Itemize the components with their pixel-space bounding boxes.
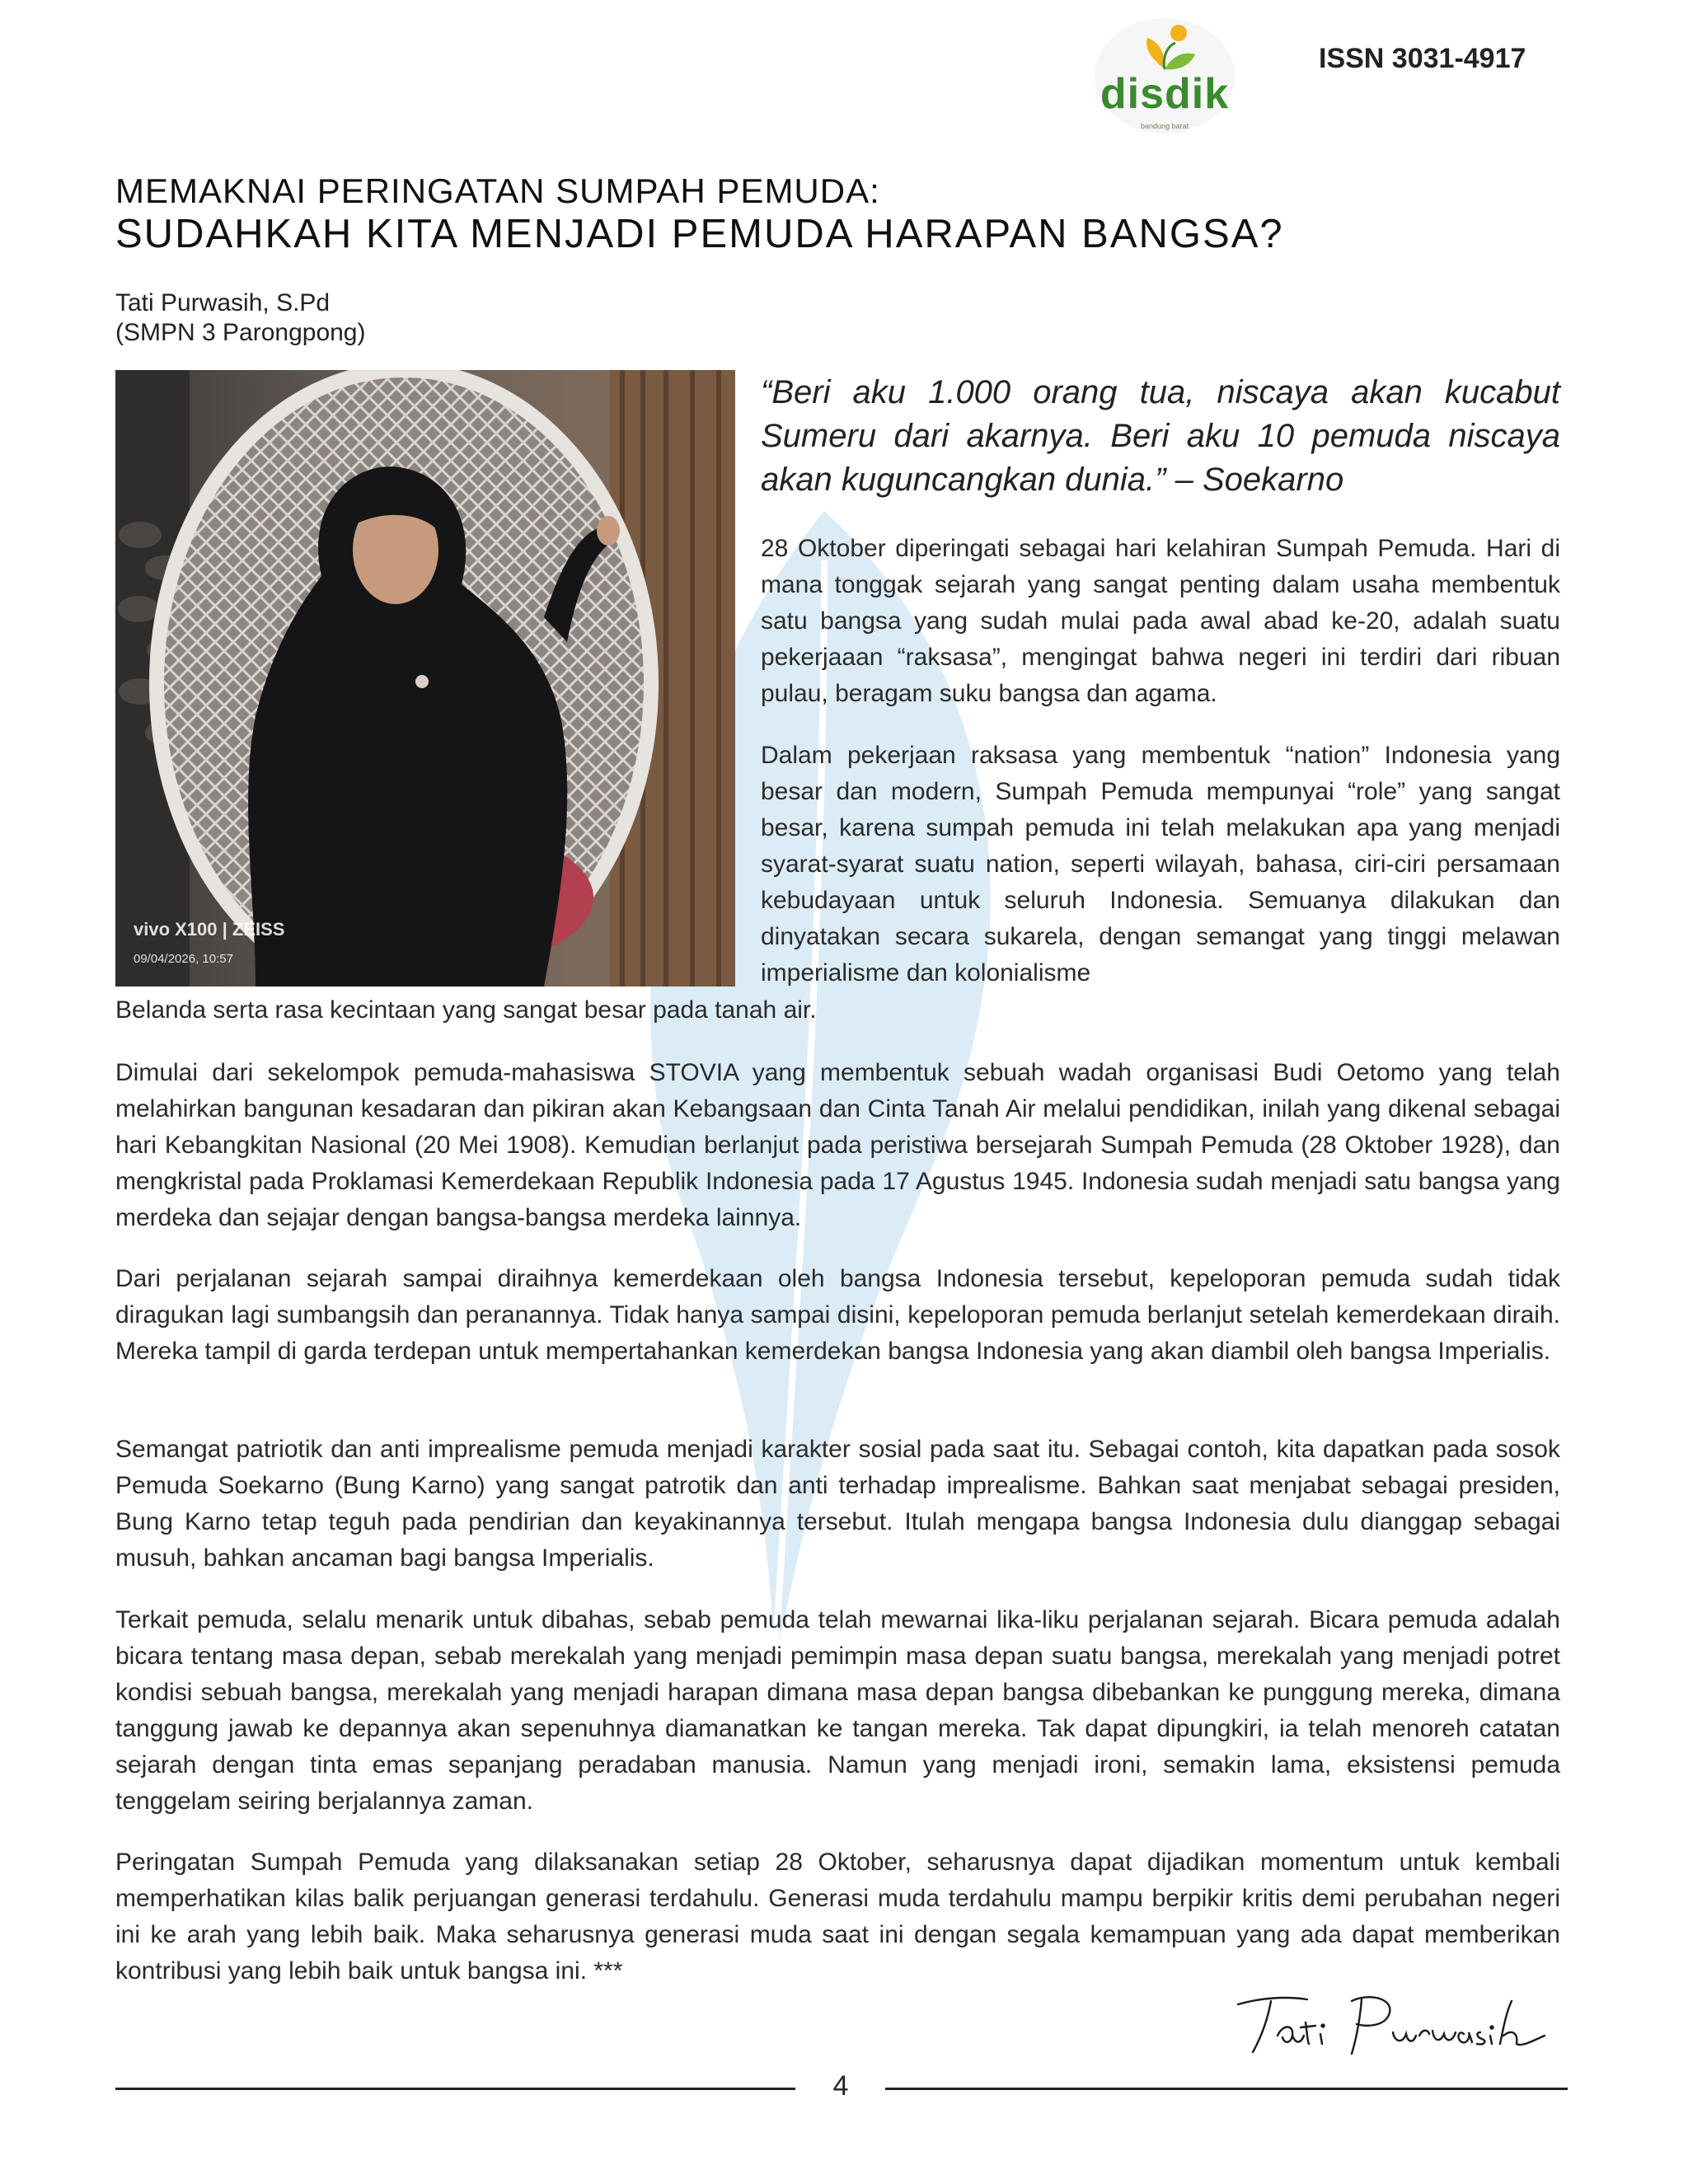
author-photo: [115, 370, 735, 987]
author-photo-image: [115, 370, 735, 987]
photo-watermark-date: 09/04/2026, 10:57: [134, 952, 233, 966]
page-number: 4: [832, 2070, 849, 2102]
paragraph-4: Dari perjalanan sejarah sampai diraihnya kemerdekaan oleh bangsa Indonesia tersebut, kepeloporan pemuda sudah tidak diragukan lagi sumbangsih dan peranannya. Tidak hanya sampai disini, kepeloporan pemuda berlanjut setelah kemerdekaan diraih. Mereka tampil di garda terdepan untuk mempertahankan kemerdekan bangsa Indonesia yang akan diambil oleh bangsa Imperialis.: [115, 1265, 1560, 1365]
author-name: Tati Purwasih, S.Pd: [115, 289, 331, 316]
opening-quote: “Beri aku 1.000 orang tua, niscaya akan kucabut Sumeru dari akarnya. Beri aku 10 pemuda niscaya akan kuguncangkan dunia.” – Soekarno: [761, 374, 1560, 498]
logo-text: disdik: [1100, 70, 1230, 118]
author-school: (SMPN 3 Parongpong): [115, 319, 366, 346]
issn-label: ISSN 3031-4917: [1319, 43, 1526, 74]
author-block: [115, 288, 366, 348]
paragraph-2-side: Dalam pekerjaan raksasa yang membentuk “nation” Indonesia yang besar dan modern, Sumpah Pemuda mempunyai “role” yang sangat besar, karena sumpah pemuda ini telah melakukan apa yang menjadi syarat-syarat suatu nation, seperti wilayah, bahasa, ciri-ciri persamaan kebudayaan untuk seluruh Indonesia. Semuanya dilakukan dan dinyatakan secara sukarela, dengan semangat yang tinggi melawan imperialisme dan kolonialisme: [761, 742, 1560, 987]
paragraph-7: Peringatan Sumpah Pemuda yang dilaksanakan setiap 28 Oktober, seharusnya dapat dijadikan momentum untuk kembali memperhatikan kilas balik perjuangan generasi terdahulu. Generasi muda terdahulu mampu berpikir kritis demi perubahan negeri ini ke arah yang lebih baik. Maka seharusnya generasi muda saat ini dengan segala kemampuan yang ada dapat memberikan kontribusi yang lebih baik untuk bangsa ini. ***: [115, 1849, 1560, 1985]
paragraph-5: Semangat patriotik dan anti imprealisme pemuda menjadi karakter sosial pada saat itu. Sebagai contoh, kita dapatkan pada sosok Pemuda Soekarno (Bung Karno) yang sangat patrotik dan anti terhadap imprealisme. Bahkan saat menjabat sebagai presiden, Bung Karno tetap teguh pada pendirian dan keyakinannya tersebut. Itulah mengapa bangsa Indonesia dulu dianggap sebagai musuh, bahkan ancaman bagi bangsa Imperialis.: [115, 1436, 1560, 1572]
author-signature: [1228, 1986, 1558, 2060]
paragraph-2-continuation: Belanda serta rasa kecintaan yang sangat besar pada tanah air.: [115, 996, 817, 1024]
disdik-logo: [1086, 18, 1243, 134]
paragraph-3: Dimulai dari sekelompok pemuda-mahasiswa STOVIA yang membentuk sebuah wadah organisasi Budi Oetomo yang telah melahirkan bangunan kesadaran dan pikiran akan Kebangsaan dan Cinta Tanah Air melalui pendidikan, inilah yang dikenal sebagai hari Kebangkitan Nasional (20 Mei 1908). Kemudian berlanjut pada peristiwa bersejarah Sumpah Pemuda (28 Oktober 1928), dan mengkristal pada Proklamasi Kemerdekaan Republik Indonesia pada 17 Agustus 1945. Indonesia sudah menjadi satu bangsa yang merdeka dan sejajar dengan bangsa-bangsa merdeka lainnya.: [115, 1059, 1560, 1231]
footer-rule-right: [885, 2088, 1568, 2090]
photo-watermark-brand: vivo X100 | ZEISS: [134, 919, 285, 940]
article-title-line-2: SUDAHKAH KITA MENJADI PEMUDA HARAPAN BANGSA?: [115, 212, 1284, 256]
article-title-line-1: MEMAKNAI PERINGATAN SUMPAH PEMUDA:: [115, 171, 880, 210]
logo-subtext: bandung barat: [1140, 122, 1189, 130]
paragraph-6: Terkait pemuda, selalu menarik untuk dibahas, sebab pemuda telah mewarnai lika-liku perjalanan sejarah. Bicara pemuda adalah bicara tentang masa depan, sebab merekalah yang menjadi pemimpin masa depan suatu bangsa, merekalah yang menjadi potret kondisi sebuah bangsa, merekalah yang menjadi harapan dimana masa depan bangsa dibebankan ke punggung mereka, dimana tanggung jawab ke depannya akan sepenuhnya diamanatkan ke tangan mereka. Tak dapat dipungkiri, ia telah menoreh catatan sejarah dengan tinta emas sepanjang peradaban manusia. Namun yang menjadi ironi, semakin lama, eksistensi pemuda tenggelam seiring berjalannya zaman.: [115, 1606, 1560, 1815]
paragraph-1: 28 Oktober diperingati sebagai hari kelahiran Sumpah Pemuda. Hari di mana tonggak sejarah yang sangat penting dalam usaha membentuk satu bangsa yang sudah mulai pada awal abad ke-20, adalah suatu pekerjaaan “raksasa”, mengingat bahwa negeri ini terdiri dari ribuan pulau, beragam suku bangsa dan agama.: [761, 535, 1560, 707]
footer-rule-left: [115, 2088, 795, 2090]
